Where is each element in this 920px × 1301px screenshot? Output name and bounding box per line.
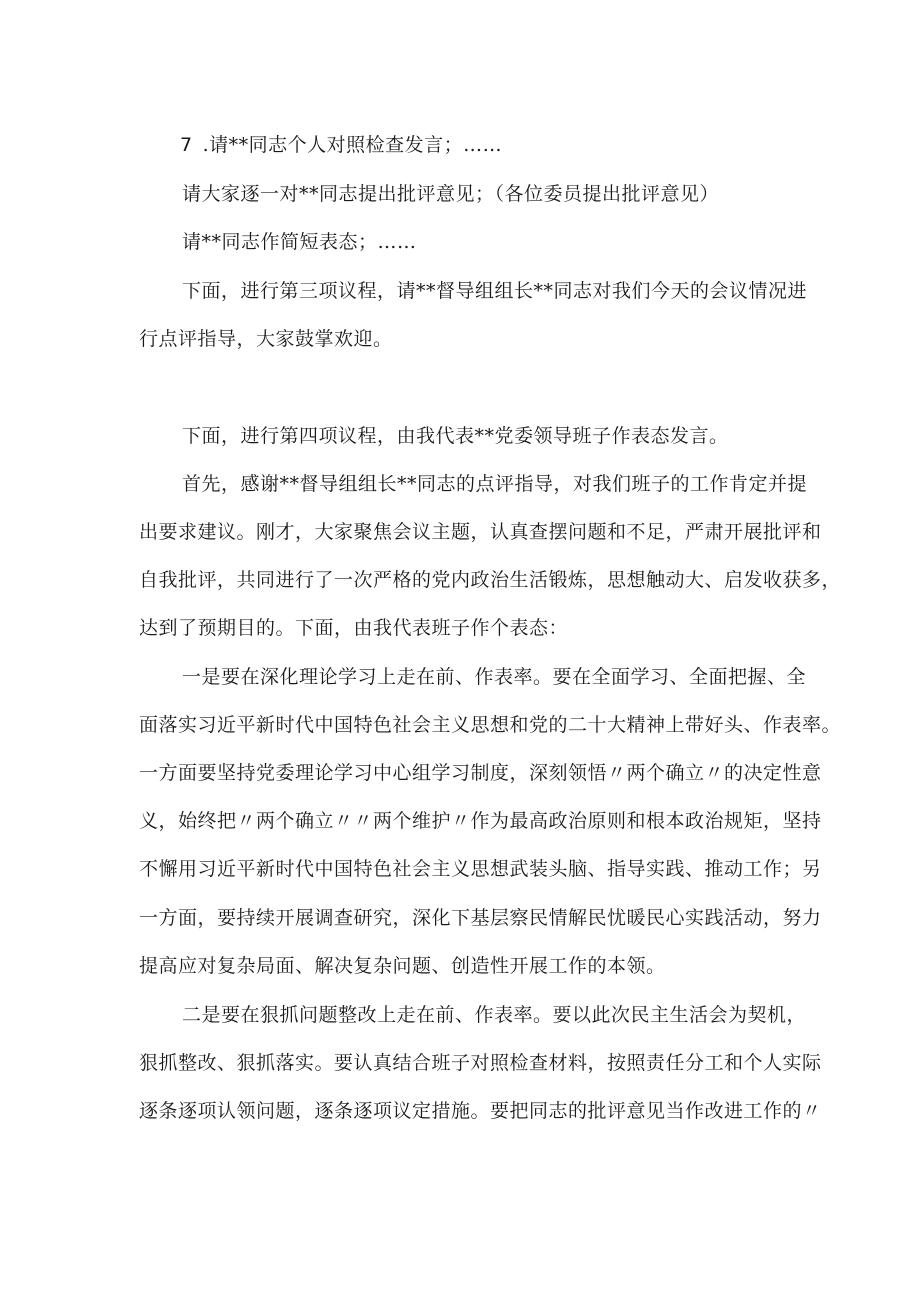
paragraph-line: 下面，进行第三项议程，请**督导组组长**同志对我们今天的会议情况进 bbox=[182, 280, 808, 302]
paragraph-line: 一方面要坚持党委理论学习中心组学习制度，深刻领悟〃两个确立〃的决定性意 bbox=[139, 762, 822, 784]
paragraph-line: 逐条逐项认领问题，逐条逐项议定措施。要把同志的批评意见当作改进工作的〃 bbox=[139, 1100, 822, 1122]
paragraph-line: 达到了预期目的。下面，由我代表班子作个表态： bbox=[139, 617, 569, 639]
paragraph-line: 自我批评，共同进行了一次严格的党内政治生活锻炼，思想触动大、启发收获多， bbox=[139, 569, 842, 591]
item-7-line bbox=[180, 133, 502, 157]
paragraph-line: 请大家逐一对**同志提出批评意见；（各位委员提出批评意见） bbox=[182, 183, 720, 205]
paragraph-line: 义，始终把〃两个确立〃〃两个维护〃作为最高政治原则和根本政治规矩，坚持 bbox=[139, 810, 822, 832]
item-7-number: 7 bbox=[180, 134, 193, 156]
paragraph-line: 请**同志作简短表态；…… bbox=[182, 231, 417, 253]
paragraph-line: 下面，进行第四项议程，由我代表**党委领导班子作表态发言。 bbox=[182, 425, 729, 447]
paragraph-line: 首先，感谢**督导组组长**同志的点评指导，对我们班子的工作肯定并提 bbox=[182, 473, 808, 495]
paragraph-line: 狠抓整改、狠抓落实。要认真结合班子对照检查材料，按照责任分工和个人实际 bbox=[139, 1052, 822, 1074]
paragraph-line: 面落实习近平新时代中国特色社会主义思想和党的二十大精神上带好头、作表率。 bbox=[139, 714, 842, 736]
item-7-text: .请**同志个人对照检查发言；…… bbox=[202, 134, 503, 156]
paragraph-line: 行点评指导，大家鼓掌欢迎。 bbox=[139, 328, 393, 350]
paragraph-line: 提高应对复杂局面、解决复杂问题、创造性开展工作的本领。 bbox=[139, 955, 666, 977]
paragraph-line: 一是要在深化理论学习上走在前、作表率。要在全面学习、全面把握、全 bbox=[182, 666, 807, 688]
paragraph-line: 出要求建议。刚才，大家聚焦会议主题，认真查摆问题和不足，严肃开展批评和 bbox=[139, 521, 822, 543]
paragraph-line: 一方面，要持续开展调查研究，深化下基层察民情解民忧暖民心实践活动，努力 bbox=[139, 907, 822, 929]
paragraph-line: 不懈用习近平新时代中国特色社会主义思想武装头脑、指导实践、推动工作；另 bbox=[139, 858, 822, 880]
paragraph-line: 二是要在狠抓问题整改上走在前、作表率。要以此次民主生活会为契机， bbox=[182, 1004, 807, 1026]
